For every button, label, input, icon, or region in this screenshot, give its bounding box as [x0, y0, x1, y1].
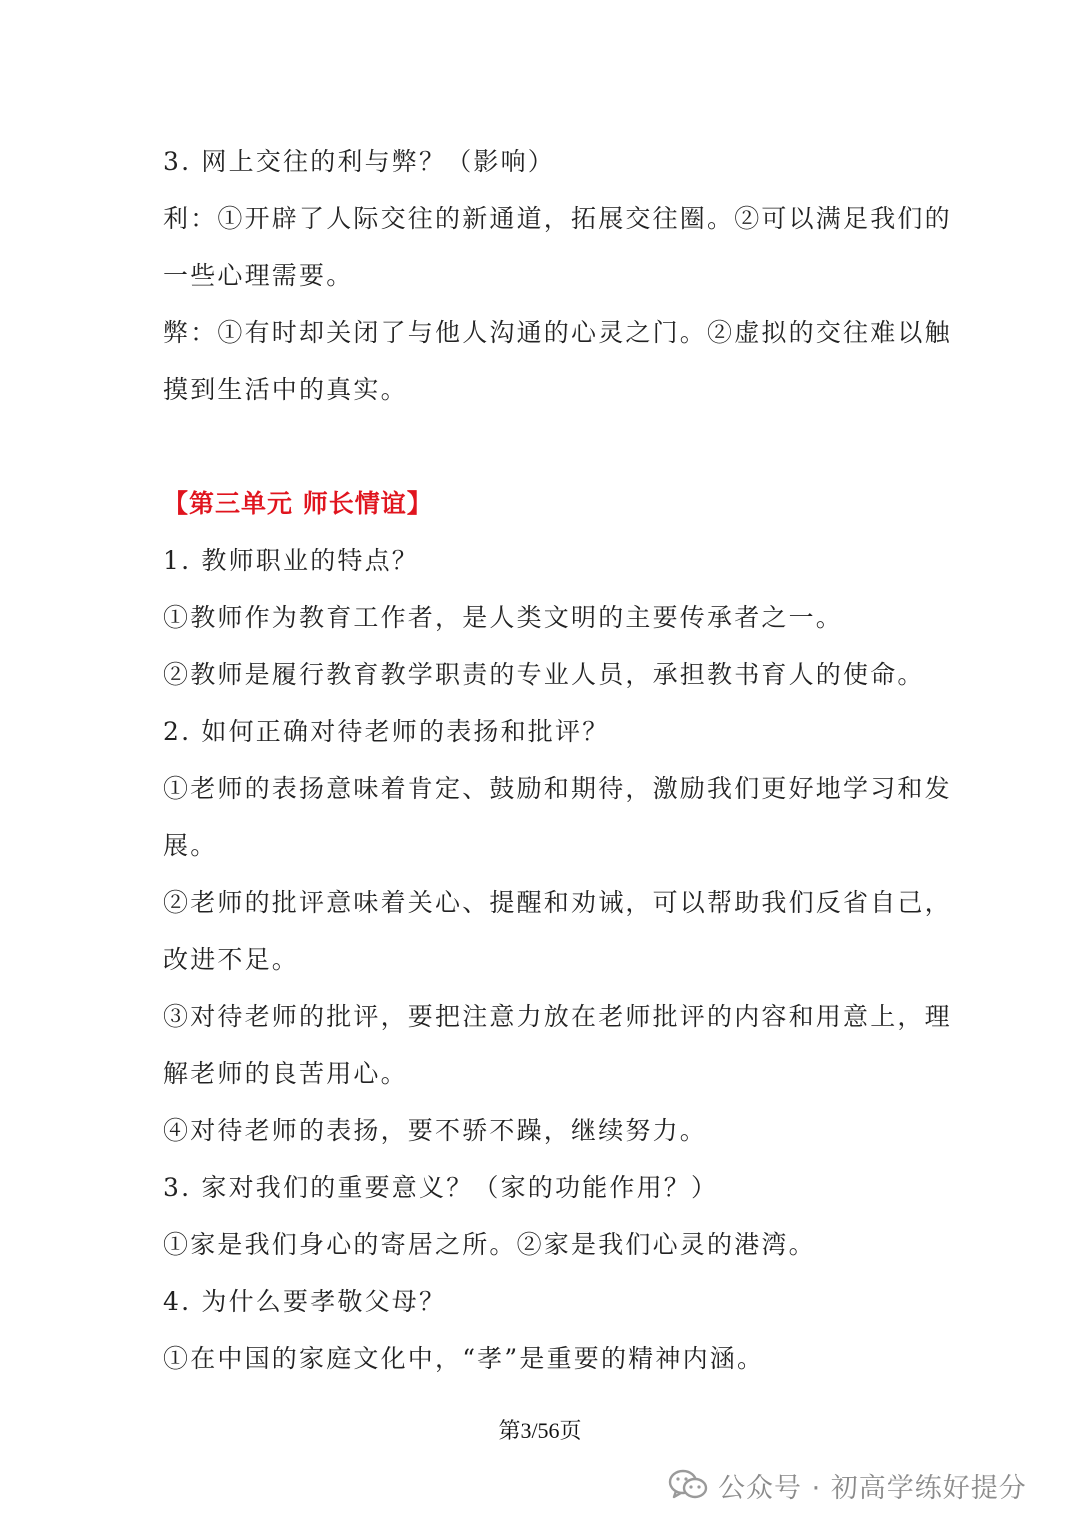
- answer-text: 摸到生活中的真实。: [163, 375, 408, 404]
- answer-text: 一些心理需要。: [163, 261, 354, 290]
- document-body: [163, 133, 952, 1387]
- answer-text: 弊：①有时却关闭了与他人沟通的心灵之门。②虚拟的交往难以触: [163, 318, 952, 347]
- answer-text: ②老师的批评意味着关心、提醒和劝诫，可以帮助我们反省自己，: [163, 888, 952, 917]
- watermark: [668, 1460, 1027, 1510]
- answer-text: 利：①开辟了人际交往的新通道，拓展交往圈。②可以满足我们的: [163, 204, 952, 233]
- answer-text: ①老师的表扬意味着肯定、鼓励和期待，激励我们更好地学习和发: [163, 774, 952, 803]
- question-title: 1. 教师职业的特点？: [163, 546, 419, 575]
- question-title: 3. 网上交往的利与弊？（影响）: [163, 147, 556, 176]
- wechat-icon: [668, 1468, 708, 1502]
- question-title: 2. 如何正确对待老师的表扬和批评？: [163, 717, 610, 746]
- question-title: 3. 家对我们的重要意义？（家的功能作用？）: [163, 1173, 719, 1202]
- page-number: 第3/56页: [498, 1418, 582, 1443]
- question-title: 4. 为什么要孝敬父母？: [163, 1287, 447, 1316]
- answer-text: ②教师是履行教育教学职责的专业人员，承担教书育人的使命。: [163, 660, 925, 689]
- answer-text: ④对待老师的表扬，要不骄不躁，继续努力。: [163, 1116, 708, 1145]
- section-spacer: [163, 418, 923, 475]
- watermark-text: 公众号 · 初高学练好提分: [718, 1472, 1027, 1504]
- answer-text: ①家是我们身心的寄居之所。②家是我们心灵的港湾。: [163, 1230, 816, 1259]
- answer-text: ③对待老师的批评，要把注意力放在老师批评的内容和用意上，理: [163, 1002, 952, 1031]
- answer-text: 改进不足。: [163, 945, 300, 974]
- answer-text: 解老师的良苦用心。: [163, 1059, 408, 1088]
- answer-text: ①教师作为教育工作者，是人类文明的主要传承者之一。: [163, 603, 844, 632]
- answer-text: 展。: [163, 831, 218, 860]
- answer-text: ①在中国的家庭文化中，“孝”是重要的精神内涵。: [163, 1344, 765, 1373]
- unit-heading: 【第三单元 师长情谊】: [163, 489, 433, 518]
